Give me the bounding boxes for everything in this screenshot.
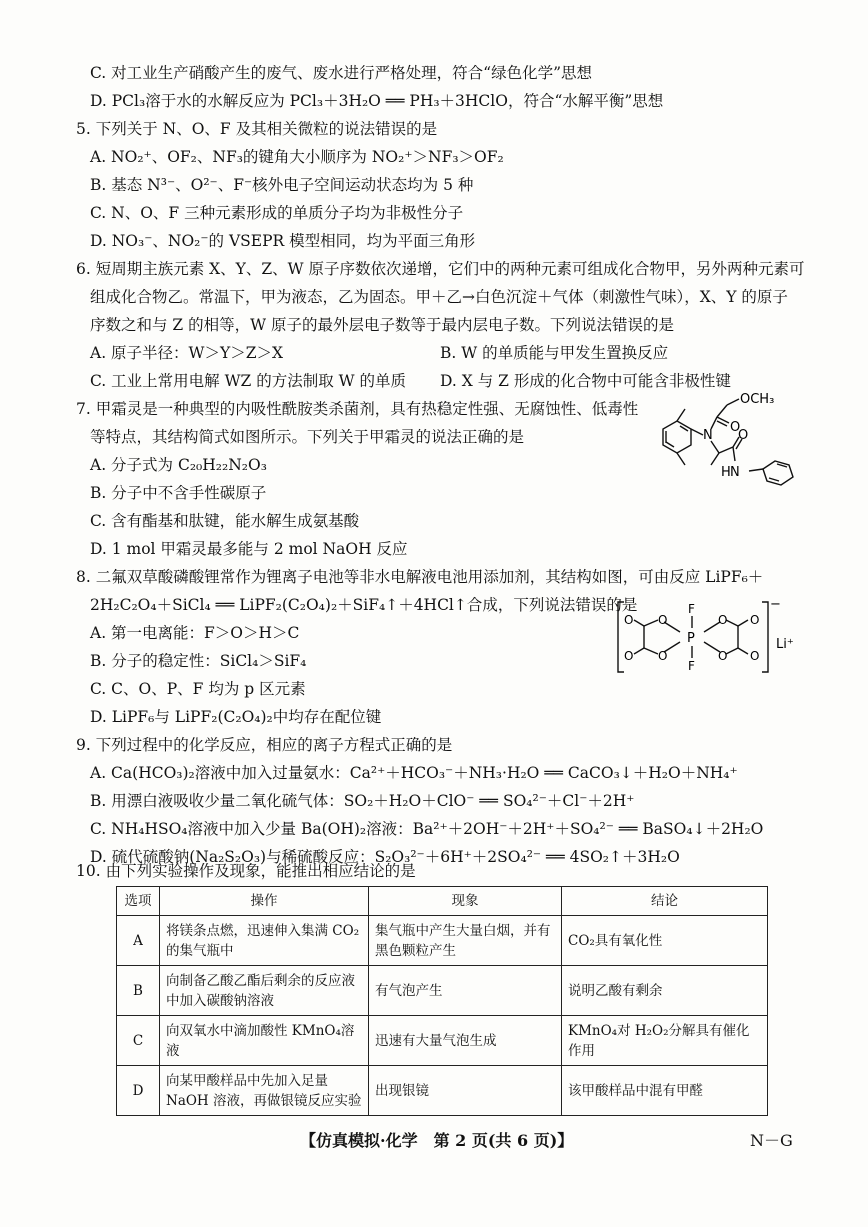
q4-option-c: C. 对工业生产硝酸产生的废气、废水进行严格处理，符合“绿色化学”思想 xyxy=(90,64,593,82)
table-cell-option: A xyxy=(117,916,160,966)
lipf-o-label: O xyxy=(750,649,760,663)
q8-option-a: A. 第一电离能：F＞O＞H＞C xyxy=(90,624,300,642)
table-header-cell: 现象 xyxy=(369,887,562,916)
table-header-cell: 操作 xyxy=(160,887,369,916)
table-cell-phenomenon: 迅速有大量气泡生成 xyxy=(369,1016,562,1066)
table-cell-conclusion: CO₂具有氧化性 xyxy=(562,916,768,966)
table-cell-operation: 向双氧水中滴加酸性 KMnO₄溶液 xyxy=(160,1016,369,1066)
table-header-row xyxy=(117,887,768,916)
q5-stem: 5. 下列关于 N、O、F 及其相关微粒的说法错误的是 xyxy=(76,120,438,138)
lipf-o-label: O xyxy=(718,613,728,627)
q4-option-d: D. PCl₃溶于水的水解反应为 PCl₃＋3H₂O ══ PH₃＋3HClO，符合“水解平衡”思想 xyxy=(90,92,664,110)
q10-stem: 10. 由下列实验操作及现象，能推出相应结论的是 xyxy=(76,862,416,880)
lipf-o-label: O xyxy=(624,649,634,663)
lipf-f-label: F xyxy=(688,602,695,616)
q6-stem-line2: 组成化合物乙。常温下，甲为液态，乙为固态。甲＋乙→白色沉淀＋气体（刺激性气味），X、Y 的原子 xyxy=(90,288,788,306)
lipf-charge-label: − xyxy=(770,597,781,612)
q8-option-c: C. C、O、P、F 均为 p 区元素 xyxy=(90,680,306,698)
page-footer-code: N－G xyxy=(750,1131,793,1150)
metalaxyl-n-label: N xyxy=(703,428,713,443)
q8-option-d: D. LiPF₆与 LiPF₂(C₂O₄)₂中均存在配位键 xyxy=(90,708,382,726)
page-footer-title: 【仿真模拟·化学 第 2 页(共 6 页)】 xyxy=(300,1131,574,1150)
q9-option-c: C. NH₄HSO₄溶液中加入少量 Ba(OH)₂溶液：Ba²⁺＋2OH⁻＋2H⁺＋SO₄²⁻ ══ BaSO₄↓＋2H₂O xyxy=(90,820,764,838)
q7-option-c: C. 含有酯基和肽键，能水解生成氨基酸 xyxy=(90,512,360,530)
q6-stem-line1: 6. 短周期主族元素 X、Y、Z、W 原子序数依次递增，它们中的两种元素可组成化合物甲，另外两种元素可 xyxy=(76,260,805,278)
table-cell-conclusion: 说明乙酸有剩余 xyxy=(562,966,768,1016)
experiment-table xyxy=(116,886,768,1116)
table-row xyxy=(117,916,768,966)
lipf-o-label: O xyxy=(750,613,760,627)
q7-stem-line1: 7. 甲霜灵是一种典型的内吸性酰胺类杀菌剂，具有热稳定性强、无腐蚀性、低毒性 xyxy=(76,400,639,418)
metalaxyl-o2-label: O xyxy=(738,428,749,443)
metalaxyl-hn-label: N xyxy=(730,465,740,480)
q5-option-b: B. 基态 N³⁻、O²⁻、F⁻核外电子空间运动状态均为 5 种 xyxy=(90,176,474,194)
table-header-cell: 结论 xyxy=(562,887,768,916)
table-cell-operation: 将镁条点燃，迅速伸入集满 CO₂的集气瓶中 xyxy=(160,916,369,966)
table-cell-operation: 向某甲酸样品中先加入足量 NaOH 溶液，再做银镜反应实验 xyxy=(160,1066,369,1116)
table-cell-phenomenon: 有气泡产生 xyxy=(369,966,562,1016)
q6-option-b: B. W 的单质能与甲发生置换反应 xyxy=(440,344,669,362)
q9-option-a: A. Ca(HCO₃)₂溶液中加入过量氨水：Ca²⁺＋HCO₃⁻＋NH₃·H₂O ══ CaCO₃↓＋H₂O＋NH₄⁺ xyxy=(90,764,738,782)
metalaxyl-och3-label: OCH₃ xyxy=(740,392,775,407)
q7-option-a: A. 分子式为 C₂₀H₂₂N₂O₃ xyxy=(90,456,267,474)
table-row xyxy=(117,1016,768,1066)
lipf-o-label: O xyxy=(658,613,668,627)
q9-stem: 9. 下列过程中的化学反应，相应的离子方程式正确的是 xyxy=(76,736,453,754)
table-row xyxy=(117,1066,768,1116)
q5-option-a: A. NO₂⁺、OF₂、NF₃的键角大小顺序为 NO₂⁺＞NF₃＞OF₂ xyxy=(90,148,504,166)
q9-option-d: D. 硫代硫酸钠(Na₂S₂O₃)与稀硫酸反应：S₂O₃²⁻＋6H⁺＋2SO₄²⁻ ══ 4SO₂↑＋3H₂O xyxy=(90,848,680,866)
metalaxyl-h-label: H xyxy=(721,465,731,480)
q6-option-c: C. 工业上常用电解 WZ 的方法制取 W 的单质 xyxy=(90,372,407,390)
table-header-cell: 选项 xyxy=(117,887,160,916)
q5-option-c: C. N、O、F 三种元素形成的单质分子均为非极性分子 xyxy=(90,204,464,222)
lipf-li-label: Li⁺ xyxy=(776,637,794,652)
table-cell-phenomenon: 集气瓶中产生大量白烟，并有黑色颗粒产生 xyxy=(369,916,562,966)
q8-stem-line2: 2H₂C₂O₄＋SiCl₄ ══ LiPF₂(C₂O₄)₂＋SiF₄↑＋4HCl↑合成，下列说法错误的是 xyxy=(90,596,638,614)
lipf-o-label: O xyxy=(624,613,634,627)
metalaxyl-o1-label: O xyxy=(730,420,741,435)
table-cell-option: B xyxy=(117,966,160,1016)
table-cell-conclusion: KMnO₄对 H₂O₂分解具有催化作用 xyxy=(562,1016,768,1066)
table-cell-option: D xyxy=(117,1066,160,1116)
lipf-f-label: F xyxy=(688,659,695,673)
q6-option-a: A. 原子半径：W＞Y＞Z＞X xyxy=(90,344,284,362)
table-cell-phenomenon: 出现银镜 xyxy=(369,1066,562,1116)
table-cell-conclusion: 该甲酸样品中混有甲醛 xyxy=(562,1066,768,1116)
q5-option-d: D. NO₃⁻、NO₂⁻的 VSEPR 模型相同，均为平面三角形 xyxy=(90,232,476,250)
table-row xyxy=(117,966,768,1016)
lipf-o-label: O xyxy=(718,649,728,663)
table-cell-option: C xyxy=(117,1016,160,1066)
q8-option-b: B. 分子的稳定性：SiCl₄＞SiF₄ xyxy=(90,652,307,670)
q8-stem-line1: 8. 二氟双草酸磷酸锂常作为锂离子电池等非水电解液电池用添加剂，其结构如图，可由反应 LiPF₆＋ xyxy=(76,568,764,586)
q7-option-d: D. 1 mol 甲霜灵最多能与 2 mol NaOH 反应 xyxy=(90,540,408,558)
lipf-p-label: P xyxy=(687,631,695,646)
q6-stem-line3: 序数之和与 Z 的相等，W 原子的最外层电子数等于最内层电子数。下列说法错误的是 xyxy=(90,316,674,334)
table-cell-operation: 向制备乙酸乙酯后剩余的反应液中加入碳酸钠溶液 xyxy=(160,966,369,1016)
q9-option-b: B. 用漂白液吸收少量二氧化硫气体：SO₂＋H₂O＋ClO⁻ ══ SO₄²⁻＋Cl⁻＋2H⁺ xyxy=(90,792,635,810)
q7-option-b: B. 分子中不含手性碳原子 xyxy=(90,484,267,502)
q6-option-d: D. X 与 Z 形成的化合物中可能含非极性键 xyxy=(440,372,731,390)
lipf2c2o4-structure xyxy=(614,596,804,678)
lipf-o-label: O xyxy=(658,649,668,663)
q7-stem-line2: 等特点，其结构简式如图所示。下列关于甲霜灵的说法正确的是 xyxy=(90,428,525,446)
metalaxyl-structure xyxy=(625,385,805,507)
